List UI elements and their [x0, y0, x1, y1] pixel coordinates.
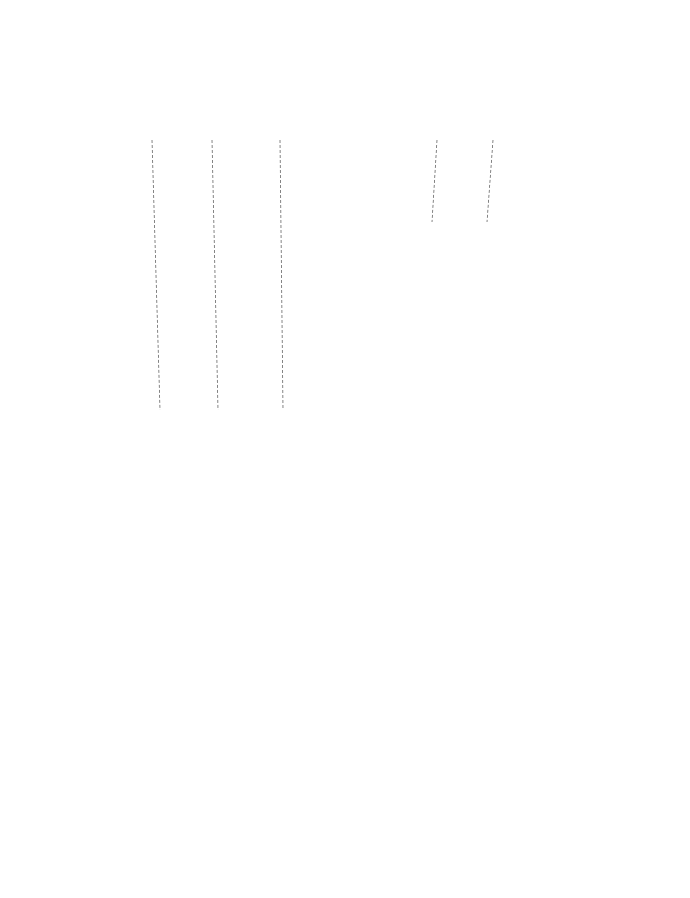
dashed-guides: [152, 140, 493, 410]
